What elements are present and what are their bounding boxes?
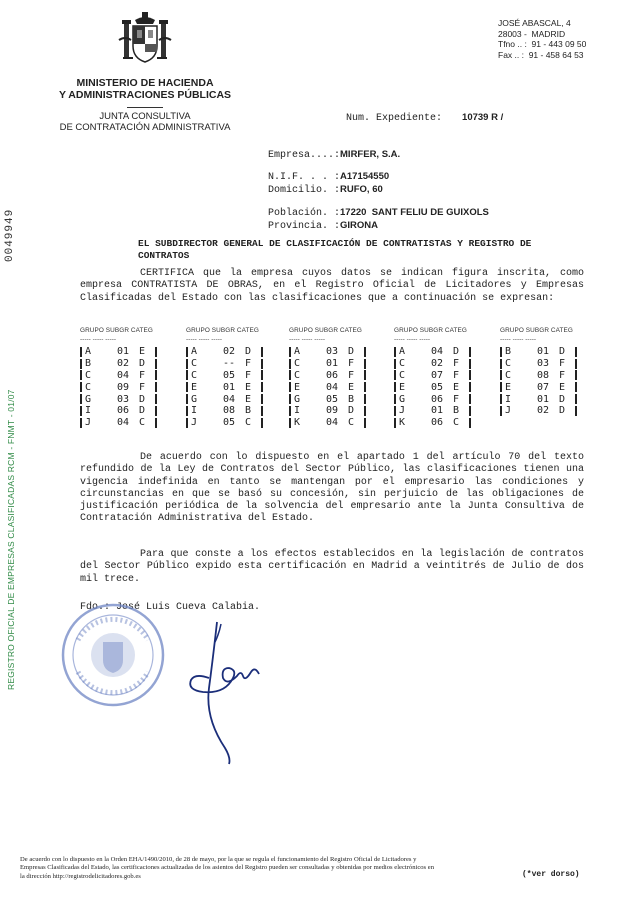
see-reverse-note: (*ver dorso) [522,870,580,879]
subgroup-number: 06 [430,417,444,429]
group-letter: J [85,417,92,429]
legal-footer-note: De acuerdo con lo dispuesto en la Orden EHA/1490/2010, de 28 de mayo, por la que se regula el funcionamiento del Registro Oficial de Licitadores y Empresas Clasificadas del Estado, las certificaciones actualizadas de los asientos del Registro pueden ser consultadas y obtenidas por medios electrónicos en la dirección http://registrodelicitadores.gob.es [20,856,434,880]
classification-row [186,405,272,417]
row-border [500,394,502,404]
subgroup-number: 02 [536,405,550,417]
category-letter: F [559,358,566,370]
row-border [364,370,366,380]
subgroup-number: 06 [116,405,130,417]
row-border [394,382,396,392]
subgroup-number: 01 [430,405,444,417]
classification-row [80,346,166,358]
group-letter: C [505,358,512,370]
row-border [575,359,577,369]
category-letter: E [245,381,252,393]
category-letter: D [139,405,146,417]
subgroup-number: -- [222,358,236,370]
classification-row [394,393,480,405]
header-dashes: ----- ----- ----- [500,336,537,343]
group-letter: C [191,369,198,381]
group-letter: G [85,393,92,405]
row-border [261,418,263,428]
closing-paragraph: Para que conste a los efectos establecidos en la legislación de contratos del Sector Público expido esta certificación en Madrid a veintitrés de Julio de dos mil trece. [80,549,584,585]
category-letter: D [139,358,146,370]
classification-group-column [289,327,375,429]
category-letter: F [139,369,146,381]
category-letter: D [559,393,566,405]
group-letter: G [294,393,301,405]
row-border [500,382,502,392]
category-letter: B [453,405,460,417]
header-dashes: ----- ----- ----- [394,336,431,343]
row-border [575,382,577,392]
signer-name: Fdo.: José Luis Cueva Calabia. [80,602,261,613]
row-border [80,370,82,380]
subgroup-number: 05 [325,393,339,405]
category-letter: D [559,405,566,417]
group-letter: E [399,381,406,393]
nif-label: N.I.F. . . : [268,172,341,183]
group-letter: C [399,369,406,381]
ministry-line-2: Y ADMINISTRACIONES PÚBLICAS [58,89,232,101]
group-letter: K [399,417,406,429]
row-border [261,370,263,380]
group-letter: C [294,369,301,381]
group-letter: C [191,358,198,370]
address-line: JOSÉ ABASCAL, 4 [498,18,571,28]
classification-row [80,417,166,429]
category-letter: F [559,369,566,381]
classification-row [394,358,480,370]
group-letter: J [505,405,512,417]
group-letter: J [399,405,406,417]
category-letter: E [245,393,252,405]
poblacion-label: Población. : [268,208,341,219]
expediente-value: 10739 R / [462,112,504,123]
domicilio-label: Domicilio. : [268,185,341,196]
classification-row [186,370,272,382]
classification-row [394,346,480,358]
category-letter: C [453,417,460,429]
row-border [575,347,577,357]
row-border [80,418,82,428]
classification-row [394,405,480,417]
classification-row [186,417,272,429]
classification-row [394,370,480,382]
column-header: GRUPO SUBGR CATEG [289,327,362,334]
category-letter: C [245,417,252,429]
classification-row [289,381,375,393]
category-letter: F [139,381,146,393]
field-empresa [256,138,400,161]
row-border [155,370,157,380]
group-letter: B [85,358,92,370]
subgroup-number: 09 [116,381,130,393]
subgroup-number: 04 [430,346,444,358]
classification-row [289,405,375,417]
category-letter: F [453,393,460,405]
group-letter: I [85,405,92,417]
classification-row [80,393,166,405]
row-border [155,382,157,392]
classification-row [394,417,480,429]
empresa-label: Empresa....: [268,150,341,161]
row-border [80,347,82,357]
row-border [394,418,396,428]
row-border [575,394,577,404]
group-letter: A [399,346,406,358]
fax-line: Fax .. : 91 - 458 64 53 [498,49,584,60]
classification-row [186,381,272,393]
group-letter: A [294,346,301,358]
expediente-label: Num. Expediente: [346,113,443,124]
row-border [289,347,291,357]
row-border [261,382,263,392]
column-header: GRUPO SUBGR CATEG [186,327,259,334]
domicilio-value: RUFO, 60 [340,184,383,195]
subgroup-number: 08 [222,405,236,417]
category-letter: C [348,417,355,429]
row-border [469,406,471,416]
group-letter: C [505,369,512,381]
category-letter: F [348,369,355,381]
row-border [186,418,188,428]
row-border [261,394,263,404]
row-border [80,359,82,369]
group-letter: C [399,358,406,370]
classification-row [80,358,166,370]
row-border [289,394,291,404]
group-letter: E [505,381,512,393]
category-letter: F [245,358,252,370]
column-header: GRUPO SUBGR CATEG [500,327,573,334]
category-letter: D [348,346,355,358]
group-letter: G [399,393,406,405]
group-letter: G [191,393,198,405]
subgroup-number: 03 [325,346,339,358]
coat-of-arms-icon [115,10,175,70]
row-border [155,359,157,369]
classification-group-column [80,327,166,429]
classification-row [289,346,375,358]
row-border [364,359,366,369]
category-letter: E [139,346,146,358]
row-border [155,406,157,416]
ministry-line-1: MINISTERIO DE HACIENDA [76,77,214,89]
row-border [186,359,188,369]
row-border [155,347,157,357]
header-dashes: ----- ----- ----- [80,336,117,343]
subgroup-number: 04 [116,369,130,381]
group-letter: C [85,381,92,393]
provincia-value: GIRONA [340,220,379,231]
official-seal-stamp [58,600,168,710]
group-letter: B [505,346,512,358]
row-border [261,347,263,357]
row-border [394,406,396,416]
validity-paragraph: De acuerdo con lo dispuesto en el apartado 1 del artículo 70 del texto refundido de la Ley de Contratos del Sector Público, las clasificaciones tienen una vigencia indefinida en tanto se mantengan por el empresario las condiciones y circunstancias en que se basó su concesión, sin perjuicio de las obligaciones de justificación periódica de la solvencia del empresario ante la Junta Consultiva de Contratación Administrativa del Estado. [80,452,584,525]
classification-group-column [500,327,586,417]
row-border [261,406,263,416]
category-letter: B [348,393,355,405]
row-border [575,370,577,380]
field-provincia [256,209,378,232]
row-border [469,394,471,404]
row-border [364,382,366,392]
ministry-name [40,77,250,101]
classification-row [289,370,375,382]
row-border [575,406,577,416]
subgroup-number: 02 [430,358,444,370]
classification-row [289,358,375,370]
ministry-header [40,10,250,133]
row-border [186,394,188,404]
row-border [469,347,471,357]
row-border [500,347,502,357]
subgroup-number: 07 [430,369,444,381]
nif-value: A17154550 [340,171,390,182]
classification-row [500,393,586,405]
category-letter: F [453,369,460,381]
classification-row [289,393,375,405]
category-letter: D [245,346,252,358]
row-border [289,359,291,369]
category-letter: D [453,346,460,358]
registry-side-text: REGISTRO OFICIAL DE EMPRESAS CLASIFICADAS RCM - FNMT - 01/07 [6,389,16,690]
subgroup-number: 07 [536,381,550,393]
subgroup-number: 01 [536,346,550,358]
classification-row [80,405,166,417]
header-dashes: ----- ----- ----- [186,336,223,343]
certificate-title: EL SUBDIRECTOR GENERAL DE CLASIFICACIÓN DE CONTRATISTAS Y REGISTRO DE CONTRATOS [138,238,532,261]
row-border [186,382,188,392]
phone-line: Tfno .. : 91 - 443 09 50 [498,39,587,49]
classification-row [394,381,480,393]
empresa-value: MIRFER, S.A. [340,149,401,160]
row-border [155,418,157,428]
subgroup-number: 02 [222,346,236,358]
document-serial-number: 0049949 [4,208,16,262]
row-border [289,370,291,380]
subgroup-number: 04 [325,381,339,393]
category-letter: E [348,381,355,393]
subgroup-number: 09 [325,405,339,417]
expediente-number [346,112,503,124]
junta-name [40,107,250,133]
junta-line-2: DE CONTRATACIÓN ADMINISTRATIVA [59,122,231,133]
classification-group-column [186,327,272,429]
row-border [289,418,291,428]
classification-row [500,381,586,393]
address-block [498,18,586,60]
classification-row [80,381,166,393]
subgroup-number: 03 [116,393,130,405]
subgroup-number: 06 [325,369,339,381]
classification-row [289,417,375,429]
group-letter: A [191,346,198,358]
category-letter: F [453,358,460,370]
classification-row [500,358,586,370]
row-border [289,382,291,392]
row-border [289,406,291,416]
category-letter: F [245,369,252,381]
subgroup-number: 04 [325,417,339,429]
column-header: GRUPO SUBGR CATEG [80,327,153,334]
subgroup-number: 02 [116,358,130,370]
poblacion-value: 17220 SANT FELIU DE GUIXOLS [340,207,489,218]
row-border [500,359,502,369]
row-border [80,382,82,392]
row-border [261,359,263,369]
category-letter: E [453,381,460,393]
row-border [364,394,366,404]
subgroup-number: 01 [222,381,236,393]
provincia-label: Provincia. : [268,221,341,232]
group-letter: E [294,381,301,393]
junta-line-1: JUNTA CONSULTIVA [99,111,191,122]
row-border [394,347,396,357]
subgroup-number: 01 [536,393,550,405]
category-letter: D [348,405,355,417]
row-border [186,347,188,357]
header-dashes: ----- ----- ----- [289,336,326,343]
group-letter: A [85,346,92,358]
row-border [394,370,396,380]
certification-paragraph: CERTIFICA que la empresa cuyos datos se indican figura inscrita, como empresa CONTRATISTA DE OBRAS, en el Registro Oficial de Licitadores y Empresas Clasificadas del Estado con las clasificaciones que a continuación se expresan: [80,268,584,304]
row-border [155,394,157,404]
handwritten-signature [185,618,275,768]
group-letter: I [191,405,198,417]
classification-row [186,358,272,370]
group-letter: I [505,393,512,405]
classification-row [186,346,272,358]
subgroup-number: 05 [222,417,236,429]
classification-row [186,393,272,405]
row-border [364,418,366,428]
category-letter: F [348,358,355,370]
row-border [469,359,471,369]
row-border [364,347,366,357]
subgroup-number: 05 [430,381,444,393]
subgroup-number: 04 [116,417,130,429]
row-border [186,406,188,416]
row-border [186,370,188,380]
column-header: GRUPO SUBGR CATEG [394,327,467,334]
subgroup-number: 01 [116,346,130,358]
group-letter: I [294,405,301,417]
subgroup-number: 08 [536,369,550,381]
field-domicilio [256,173,383,196]
subgroup-number: 03 [536,358,550,370]
group-letter: C [294,358,301,370]
row-border [364,406,366,416]
divider [127,107,163,108]
subgroup-number: 06 [430,393,444,405]
row-border [394,359,396,369]
row-border [80,394,82,404]
category-letter: D [139,393,146,405]
classification-row [80,370,166,382]
row-border [500,406,502,416]
row-border [469,370,471,380]
classification-row [500,346,586,358]
row-border [394,394,396,404]
address-line: 28003 - MADRID [498,28,566,39]
subgroup-number: 01 [325,358,339,370]
group-letter: C [85,369,92,381]
classification-group-column [394,327,480,429]
group-letter: K [294,417,301,429]
subgroup-number: 04 [222,393,236,405]
group-letter: J [191,417,198,429]
category-letter: E [559,381,566,393]
category-letter: D [559,346,566,358]
classification-row [500,370,586,382]
row-border [80,406,82,416]
row-border [469,418,471,428]
category-letter: C [139,417,146,429]
category-letter: B [245,405,252,417]
row-border [500,370,502,380]
group-letter: E [191,381,198,393]
row-border [469,382,471,392]
classification-row [500,405,586,417]
subgroup-number: 05 [222,369,236,381]
